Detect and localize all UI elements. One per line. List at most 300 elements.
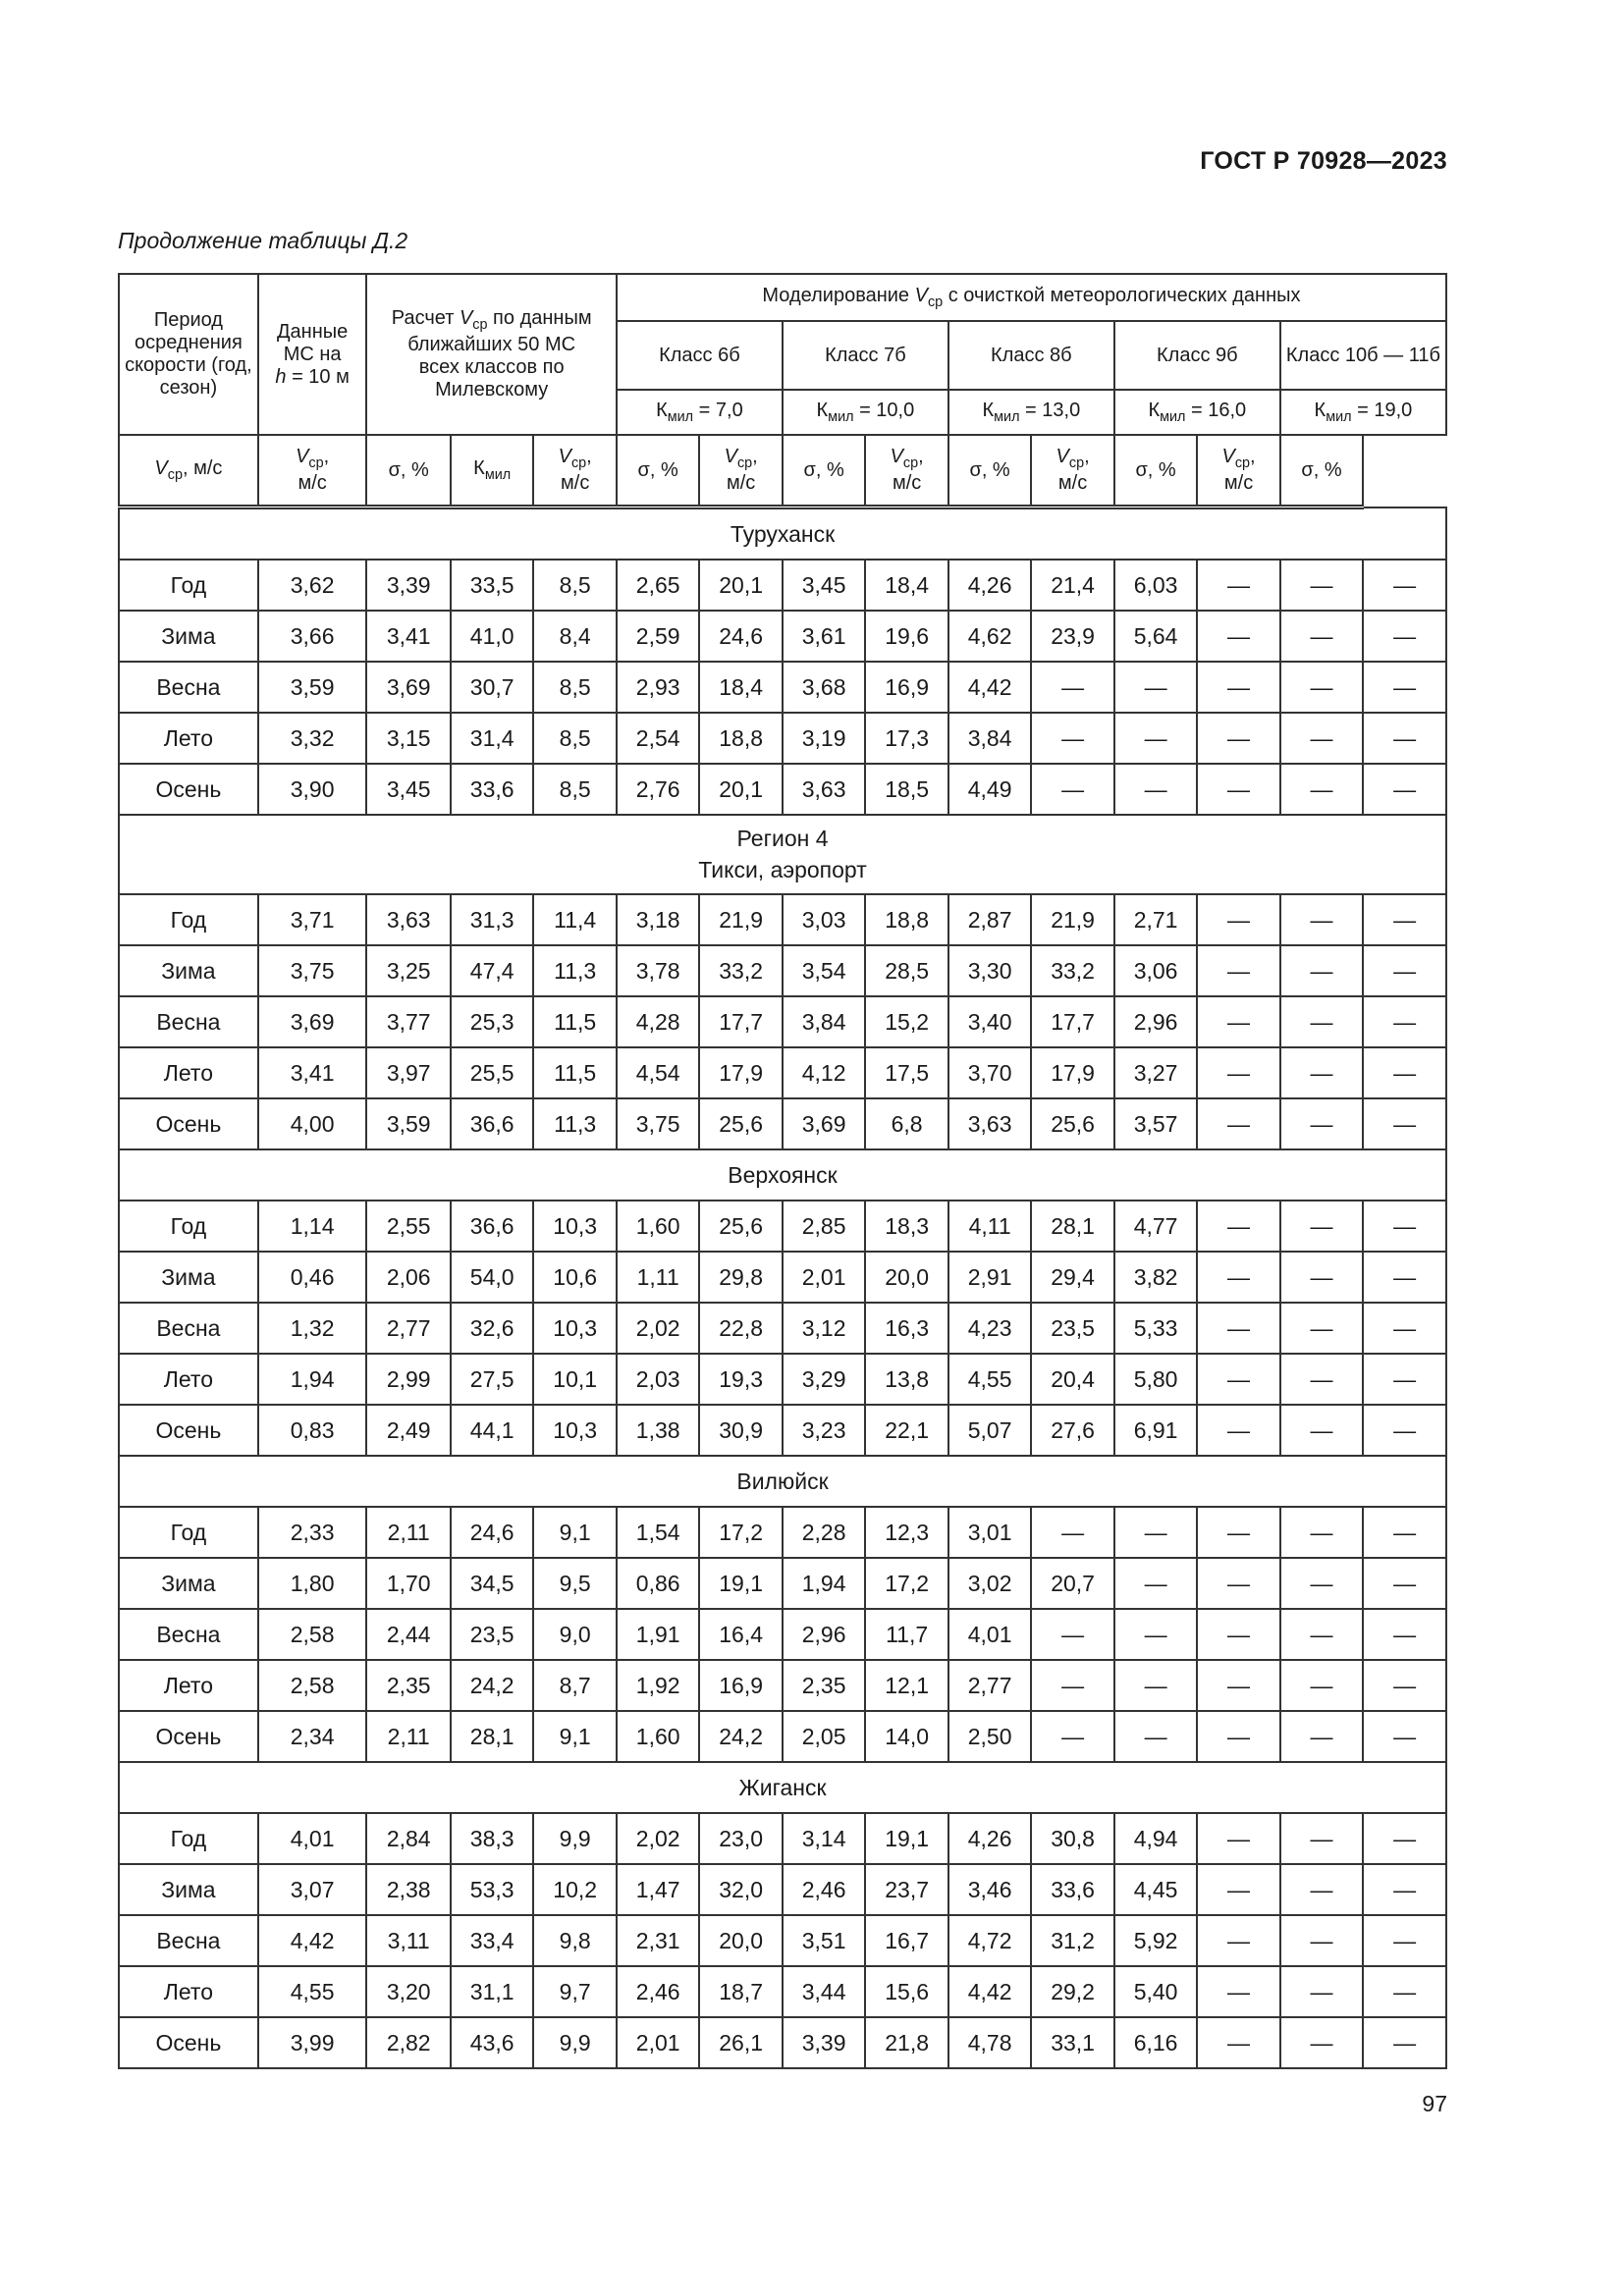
value-cell: 23,9: [1031, 611, 1113, 662]
value-cell: 5,80: [1114, 1354, 1197, 1405]
value-cell: —: [1197, 1711, 1279, 1762]
value-cell: 2,02: [617, 1303, 699, 1354]
location-row: [119, 815, 1446, 894]
value-cell: 3,39: [783, 2017, 865, 2068]
table-row: [119, 1098, 1446, 1149]
table-row: [119, 1047, 1446, 1098]
header-v: $V_{ср}$, м/с: [699, 435, 782, 507]
value-cell: 2,85: [783, 1201, 865, 1252]
location-title: [119, 1762, 1446, 1813]
value-cell: 4,42: [948, 1966, 1031, 2017]
header-class: Класс 9б: [1114, 321, 1280, 390]
header-class: Класс 10б — 11б: [1280, 321, 1446, 390]
value-cell: —: [1363, 1405, 1446, 1456]
value-cell: 2,58: [258, 1609, 367, 1660]
value-cell: 3,20: [366, 1966, 450, 2017]
value-cell: 4,23: [948, 1303, 1031, 1354]
value-cell: 5,33: [1114, 1303, 1197, 1354]
value-cell: 2,96: [783, 1609, 865, 1660]
value-cell: 4,94: [1114, 1813, 1197, 1864]
value-cell: 22,8: [699, 1303, 782, 1354]
location-row: [119, 1149, 1446, 1201]
value-cell: 2,96: [1114, 996, 1197, 1047]
table-row: [119, 1252, 1446, 1303]
value-cell: 11,3: [533, 1098, 617, 1149]
value-cell: 2,77: [366, 1303, 450, 1354]
value-cell: 25,3: [451, 996, 533, 1047]
value-cell: 17,9: [699, 1047, 782, 1098]
value-cell: 24,6: [451, 1507, 533, 1558]
value-cell: —: [1280, 1405, 1363, 1456]
period-cell: Весна: [119, 1609, 258, 1660]
value-cell: 47,4: [451, 945, 533, 996]
location-title: [119, 507, 1446, 561]
value-cell: 3,57: [1114, 1098, 1197, 1149]
value-cell: 1,94: [258, 1354, 367, 1405]
value-cell: 3,82: [1114, 1252, 1197, 1303]
value-cell: 6,16: [1114, 2017, 1197, 2068]
value-cell: —: [1197, 1405, 1279, 1456]
value-cell: —: [1280, 764, 1363, 815]
value-cell: 3,45: [783, 560, 865, 611]
value-cell: 12,3: [865, 1507, 947, 1558]
value-cell: 1,47: [617, 1864, 699, 1915]
header-k-mil: $К_{мил} = 7,0$: [617, 390, 783, 435]
value-cell: 32,6: [451, 1303, 533, 1354]
value-cell: 5,40: [1114, 1966, 1197, 2017]
region-label: Регион 4: [736, 826, 829, 852]
table-row: [119, 1813, 1446, 1864]
value-cell: 2,11: [366, 1507, 450, 1558]
value-cell: —: [1114, 662, 1197, 713]
value-cell: —: [1114, 1558, 1197, 1609]
value-cell: 3,75: [617, 1098, 699, 1149]
value-cell: 1,91: [617, 1609, 699, 1660]
value-cell: —: [1031, 1711, 1113, 1762]
value-cell: 20,4: [1031, 1354, 1113, 1405]
value-cell: 2,34: [258, 1711, 367, 1762]
value-cell: 3,41: [258, 1047, 367, 1098]
value-cell: 23,5: [1031, 1303, 1113, 1354]
table-row: [119, 1303, 1446, 1354]
value-cell: 3,63: [948, 1098, 1031, 1149]
value-cell: 3,11: [366, 1915, 450, 1966]
value-cell: —: [1031, 1660, 1113, 1711]
value-cell: 4,01: [948, 1609, 1031, 1660]
value-cell: 3,30: [948, 945, 1031, 996]
value-cell: —: [1280, 1354, 1363, 1405]
value-cell: 3,69: [783, 1098, 865, 1149]
value-cell: —: [1363, 894, 1446, 945]
value-cell: 21,9: [1031, 894, 1113, 945]
value-cell: 4,45: [1114, 1864, 1197, 1915]
header-sigma: σ, %: [1114, 435, 1197, 507]
value-cell: 2,77: [948, 1660, 1031, 1711]
value-cell: 20,1: [699, 764, 782, 815]
value-cell: 0,46: [258, 1252, 367, 1303]
value-cell: 2,55: [366, 1201, 450, 1252]
value-cell: 21,9: [699, 894, 782, 945]
value-cell: 10,3: [533, 1303, 617, 1354]
value-cell: —: [1280, 1303, 1363, 1354]
value-cell: 9,0: [533, 1609, 617, 1660]
value-cell: 3,18: [617, 894, 699, 945]
value-cell: 3,03: [783, 894, 865, 945]
value-cell: 31,1: [451, 1966, 533, 2017]
station-name: Жиганск: [738, 1774, 827, 1800]
station-name: Тикси, аэропорт: [698, 856, 867, 882]
value-cell: 5,07: [948, 1405, 1031, 1456]
value-cell: 11,7: [865, 1609, 947, 1660]
header-k-mil: $К_{мил} = 16,0$: [1114, 390, 1280, 435]
value-cell: —: [1280, 1609, 1363, 1660]
table-caption: Продолжение таблицы Д.2: [118, 228, 408, 253]
location-row: [119, 1762, 1446, 1813]
value-cell: 18,4: [699, 662, 782, 713]
table-row: [119, 1507, 1446, 1558]
value-cell: —: [1280, 1966, 1363, 2017]
value-cell: 20,0: [699, 1915, 782, 1966]
value-cell: 2,28: [783, 1507, 865, 1558]
value-cell: 3,69: [366, 662, 450, 713]
location-title: [119, 815, 1446, 894]
value-cell: 3,19: [783, 713, 865, 764]
value-cell: 4,28: [617, 996, 699, 1047]
value-cell: 3,99: [258, 2017, 367, 2068]
value-cell: 33,6: [1031, 1864, 1113, 1915]
value-cell: 5,64: [1114, 611, 1197, 662]
value-cell: 3,84: [948, 713, 1031, 764]
station-name: Вилюйск: [736, 1468, 829, 1494]
wind-speed-table: [118, 273, 1447, 2069]
value-cell: 19,1: [699, 1558, 782, 1609]
location-title: [119, 1456, 1446, 1507]
value-cell: 10,3: [533, 1405, 617, 1456]
value-cell: 11,5: [533, 1047, 617, 1098]
value-cell: 3,59: [366, 1098, 450, 1149]
value-cell: 20,7: [1031, 1558, 1113, 1609]
period-cell: Весна: [119, 1303, 258, 1354]
value-cell: 1,60: [617, 1201, 699, 1252]
table-row: [119, 894, 1446, 945]
value-cell: —: [1363, 1558, 1446, 1609]
value-cell: —: [1114, 1507, 1197, 1558]
value-cell: —: [1197, 894, 1279, 945]
value-cell: 27,6: [1031, 1405, 1113, 1456]
value-cell: 13,8: [865, 1354, 947, 1405]
header-calc-milevsky: Расчет $V_{ср}$ по данным ближайших 50 МС всех классов по Милевскому: [366, 274, 616, 435]
value-cell: —: [1363, 1201, 1446, 1252]
value-cell: 19,3: [699, 1354, 782, 1405]
value-cell: —: [1197, 1966, 1279, 2017]
header-v: $V_{ср}$, м/с: [258, 435, 367, 507]
value-cell: 1,32: [258, 1303, 367, 1354]
table-row: [119, 996, 1446, 1047]
value-cell: 31,4: [451, 713, 533, 764]
value-cell: 3,77: [366, 996, 450, 1047]
header-k-mil: $К_{мил} = 13,0$: [948, 390, 1114, 435]
value-cell: 2,71: [1114, 894, 1197, 945]
value-cell: —: [1197, 764, 1279, 815]
value-cell: 4,00: [258, 1098, 367, 1149]
value-cell: 3,61: [783, 611, 865, 662]
value-cell: 2,38: [366, 1864, 450, 1915]
value-cell: 2,49: [366, 1405, 450, 1456]
value-cell: 2,84: [366, 1813, 450, 1864]
value-cell: 24,2: [451, 1660, 533, 1711]
value-cell: 1,92: [617, 1660, 699, 1711]
period-cell: Год: [119, 894, 258, 945]
period-cell: Год: [119, 560, 258, 611]
value-cell: 2,33: [258, 1507, 367, 1558]
value-cell: 33,5: [451, 560, 533, 611]
value-cell: 29,4: [1031, 1252, 1113, 1303]
value-cell: 3,71: [258, 894, 367, 945]
value-cell: —: [1363, 1966, 1446, 2017]
value-cell: —: [1280, 1201, 1363, 1252]
value-cell: 1,14: [258, 1201, 367, 1252]
value-cell: 3,12: [783, 1303, 865, 1354]
value-cell: 8,5: [533, 764, 617, 815]
value-cell: 2,06: [366, 1252, 450, 1303]
period-cell: Зима: [119, 1252, 258, 1303]
value-cell: —: [1363, 1915, 1446, 1966]
value-cell: 17,3: [865, 713, 947, 764]
value-cell: —: [1031, 764, 1113, 815]
value-cell: 11,5: [533, 996, 617, 1047]
table-row: [119, 2017, 1446, 2068]
value-cell: —: [1197, 560, 1279, 611]
value-cell: —: [1363, 1047, 1446, 1098]
value-cell: 16,3: [865, 1303, 947, 1354]
period-cell: Осень: [119, 764, 258, 815]
value-cell: —: [1114, 764, 1197, 815]
value-cell: 2,76: [617, 764, 699, 815]
value-cell: 20,0: [865, 1252, 947, 1303]
value-cell: 31,2: [1031, 1915, 1113, 1966]
value-cell: —: [1280, 1813, 1363, 1864]
value-cell: —: [1363, 2017, 1446, 2068]
value-cell: 29,2: [1031, 1966, 1113, 2017]
value-cell: 2,35: [783, 1660, 865, 1711]
value-cell: 2,05: [783, 1711, 865, 1762]
value-cell: —: [1280, 1252, 1363, 1303]
value-cell: 6,8: [865, 1098, 947, 1149]
value-cell: —: [1363, 996, 1446, 1047]
value-cell: —: [1280, 560, 1363, 611]
period-cell: Лето: [119, 713, 258, 764]
period-cell: Год: [119, 1201, 258, 1252]
value-cell: 10,2: [533, 1864, 617, 1915]
value-cell: 3,07: [258, 1864, 367, 1915]
table-row: [119, 713, 1446, 764]
period-cell: Осень: [119, 1711, 258, 1762]
value-cell: 33,2: [1031, 945, 1113, 996]
value-cell: 2,87: [948, 894, 1031, 945]
value-cell: 41,0: [451, 611, 533, 662]
value-cell: —: [1363, 611, 1446, 662]
value-cell: 2,03: [617, 1354, 699, 1405]
table-row: [119, 1405, 1446, 1456]
value-cell: —: [1280, 611, 1363, 662]
value-cell: 25,5: [451, 1047, 533, 1098]
value-cell: 1,60: [617, 1711, 699, 1762]
value-cell: 30,9: [699, 1405, 782, 1456]
value-cell: 25,6: [699, 1098, 782, 1149]
value-cell: 18,3: [865, 1201, 947, 1252]
value-cell: —: [1363, 1609, 1446, 1660]
value-cell: 36,6: [451, 1098, 533, 1149]
value-cell: 4,01: [258, 1813, 367, 1864]
value-cell: —: [1197, 1047, 1279, 1098]
value-cell: 33,2: [699, 945, 782, 996]
value-cell: 3,68: [783, 662, 865, 713]
value-cell: 3,54: [783, 945, 865, 996]
value-cell: —: [1280, 894, 1363, 945]
value-cell: 2,93: [617, 662, 699, 713]
period-cell: Весна: [119, 1915, 258, 1966]
value-cell: 9,7: [533, 1966, 617, 2017]
value-cell: 10,6: [533, 1252, 617, 1303]
value-cell: 4,11: [948, 1201, 1031, 1252]
value-cell: —: [1114, 713, 1197, 764]
header-k-mil: $К_{мил} = 10,0$: [783, 390, 948, 435]
value-cell: 2,02: [617, 1813, 699, 1864]
value-cell: 3,23: [783, 1405, 865, 1456]
value-cell: 12,1: [865, 1660, 947, 1711]
value-cell: 2,58: [258, 1660, 367, 1711]
value-cell: —: [1363, 1354, 1446, 1405]
value-cell: 2,35: [366, 1660, 450, 1711]
value-cell: 8,4: [533, 611, 617, 662]
value-cell: —: [1363, 764, 1446, 815]
value-cell: 4,55: [948, 1354, 1031, 1405]
value-cell: —: [1197, 1098, 1279, 1149]
value-cell: 3,14: [783, 1813, 865, 1864]
document-standard-number: ГОСТ Р 70928—2023: [1200, 147, 1447, 175]
table-row: [119, 1864, 1446, 1915]
header-k-mil: $К_{мил}$: [451, 435, 533, 507]
period-cell: Зима: [119, 1864, 258, 1915]
value-cell: 33,6: [451, 764, 533, 815]
value-cell: 17,2: [865, 1558, 947, 1609]
value-cell: —: [1031, 713, 1113, 764]
value-cell: 4,26: [948, 1813, 1031, 1864]
value-cell: 2,54: [617, 713, 699, 764]
value-cell: 18,4: [865, 560, 947, 611]
value-cell: 3,44: [783, 1966, 865, 2017]
header-class: Класс 6б: [617, 321, 783, 390]
value-cell: 4,54: [617, 1047, 699, 1098]
value-cell: 4,42: [258, 1915, 367, 1966]
value-cell: 2,65: [617, 560, 699, 611]
value-cell: 53,3: [451, 1864, 533, 1915]
header-sigma: σ, %: [366, 435, 450, 507]
value-cell: 2,46: [617, 1966, 699, 2017]
header-v: $V_{ср}$, м/с: [1031, 435, 1113, 507]
value-cell: 3,40: [948, 996, 1031, 1047]
value-cell: —: [1114, 1660, 1197, 1711]
value-cell: 5,92: [1114, 1915, 1197, 1966]
table-row: [119, 1711, 1446, 1762]
value-cell: —: [1197, 1813, 1279, 1864]
value-cell: 3,15: [366, 713, 450, 764]
value-cell: 4,55: [258, 1966, 367, 2017]
value-cell: 21,8: [865, 2017, 947, 2068]
value-cell: 1,11: [617, 1252, 699, 1303]
value-cell: —: [1363, 1252, 1446, 1303]
value-cell: 3,63: [783, 764, 865, 815]
period-cell: Осень: [119, 1098, 258, 1149]
value-cell: —: [1197, 1201, 1279, 1252]
period-cell: Лето: [119, 1966, 258, 2017]
value-cell: 17,9: [1031, 1047, 1113, 1098]
value-cell: —: [1363, 560, 1446, 611]
value-cell: 24,6: [699, 611, 782, 662]
period-cell: Лето: [119, 1660, 258, 1711]
value-cell: —: [1280, 945, 1363, 996]
value-cell: 3,45: [366, 764, 450, 815]
value-cell: —: [1363, 1711, 1446, 1762]
value-cell: 8,5: [533, 713, 617, 764]
value-cell: —: [1280, 1507, 1363, 1558]
value-cell: —: [1280, 1047, 1363, 1098]
value-cell: 1,80: [258, 1558, 367, 1609]
value-cell: 3,69: [258, 996, 367, 1047]
value-cell: —: [1280, 996, 1363, 1047]
period-cell: Зима: [119, 611, 258, 662]
table-row: [119, 1201, 1446, 1252]
value-cell: —: [1197, 1354, 1279, 1405]
value-cell: 3,59: [258, 662, 367, 713]
value-cell: 4,12: [783, 1047, 865, 1098]
value-cell: 9,5: [533, 1558, 617, 1609]
value-cell: 9,1: [533, 1711, 617, 1762]
value-cell: 2,01: [783, 1252, 865, 1303]
value-cell: 6,91: [1114, 1405, 1197, 1456]
value-cell: 2,59: [617, 611, 699, 662]
value-cell: —: [1197, 662, 1279, 713]
value-cell: 1,94: [783, 1558, 865, 1609]
value-cell: 2,46: [783, 1864, 865, 1915]
header-sigma: σ, %: [783, 435, 865, 507]
table-body: [119, 507, 1446, 2069]
value-cell: 23,7: [865, 1864, 947, 1915]
value-cell: 9,8: [533, 1915, 617, 1966]
value-cell: —: [1197, 1252, 1279, 1303]
value-cell: 23,5: [451, 1609, 533, 1660]
table-row: [119, 1966, 1446, 2017]
value-cell: 15,2: [865, 996, 947, 1047]
table-row: [119, 1354, 1446, 1405]
header-k-mil: $К_{мил} = 19,0$: [1280, 390, 1446, 435]
value-cell: 4,77: [1114, 1201, 1197, 1252]
header-sigma: σ, %: [617, 435, 699, 507]
value-cell: —: [1280, 713, 1363, 764]
value-cell: 3,78: [617, 945, 699, 996]
value-cell: 44,1: [451, 1405, 533, 1456]
value-cell: —: [1197, 1558, 1279, 1609]
value-cell: —: [1280, 1660, 1363, 1711]
value-cell: —: [1363, 945, 1446, 996]
period-cell: Лето: [119, 1047, 258, 1098]
value-cell: —: [1114, 1609, 1197, 1660]
value-cell: 0,83: [258, 1405, 367, 1456]
value-cell: 2,01: [617, 2017, 699, 2068]
value-cell: 28,1: [1031, 1201, 1113, 1252]
value-cell: 3,02: [948, 1558, 1031, 1609]
value-cell: 2,82: [366, 2017, 450, 2068]
